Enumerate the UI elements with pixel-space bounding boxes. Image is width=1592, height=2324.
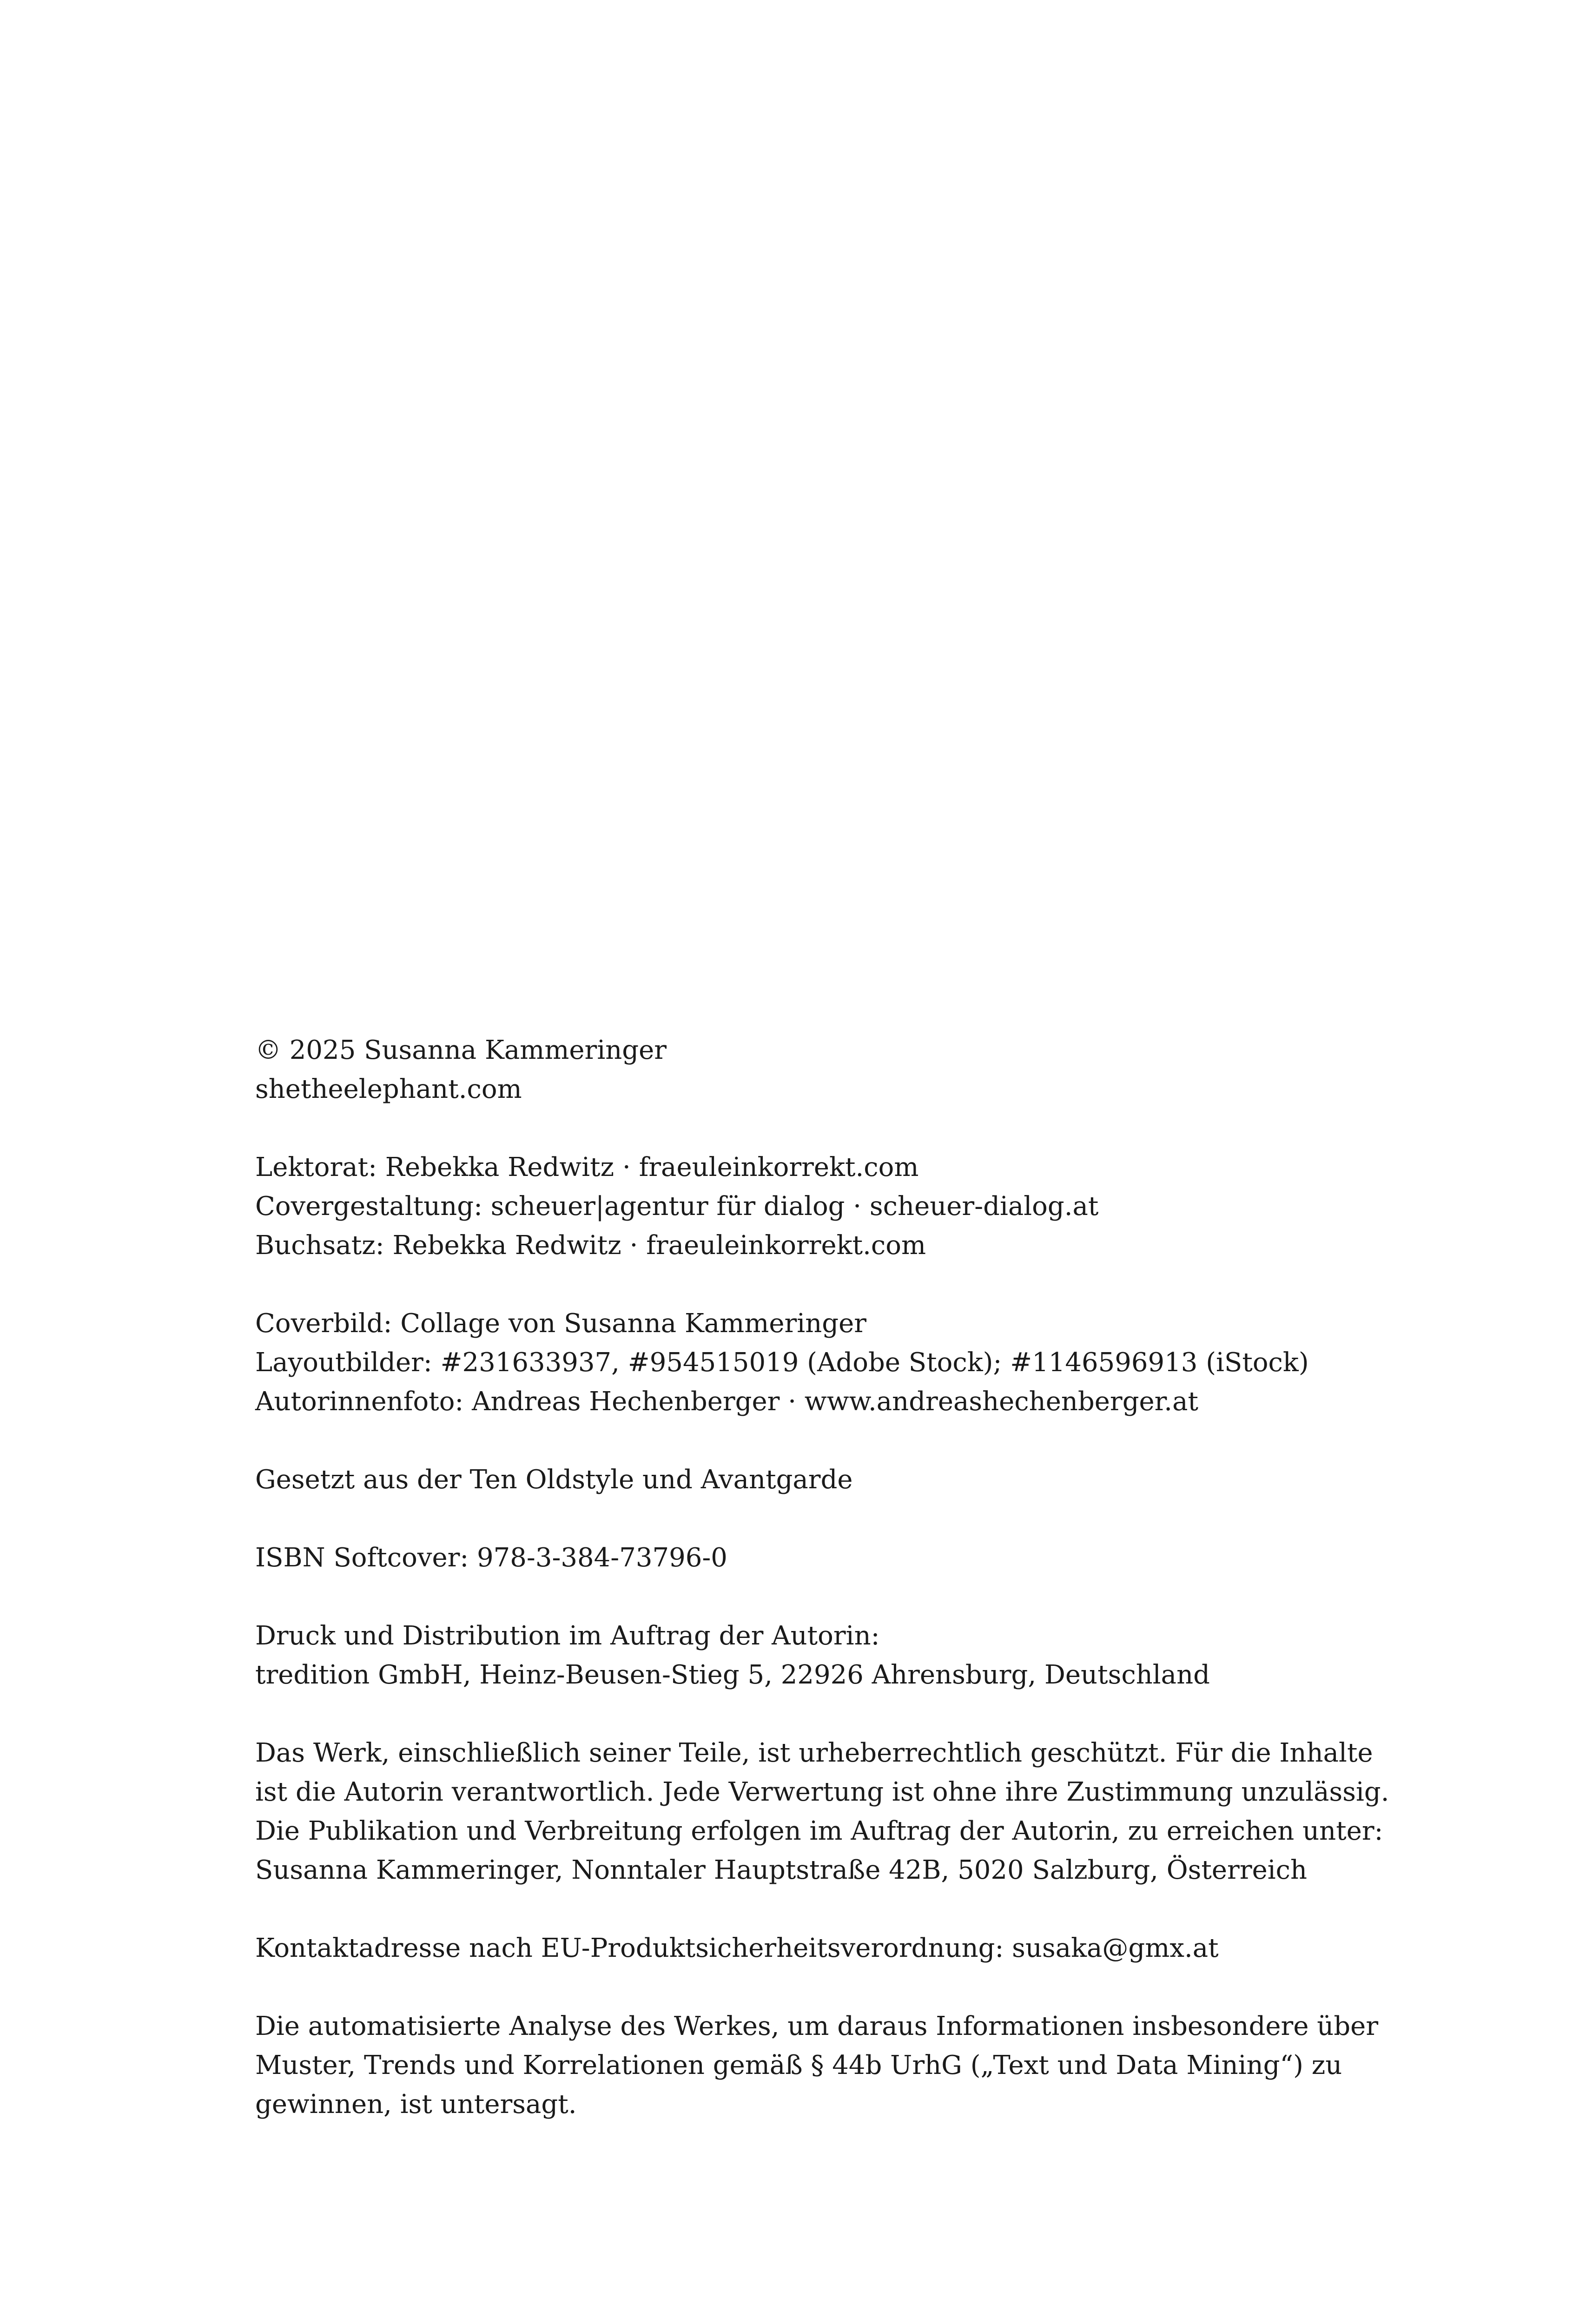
cover-design-credit: Covergestaltung: scheuer|agentur für dialog · scheuer-dialog.at (255, 1191, 1099, 1221)
rights-block (255, 1734, 1389, 1890)
imprint-page (255, 1031, 1389, 2163)
image-credits-block (255, 1304, 1352, 1421)
copyright-block (255, 1031, 1352, 1109)
typeface-block (255, 1460, 1352, 1499)
cover-image-credit: Coverbild: Collage von Susanna Kammeringer (255, 1308, 867, 1339)
print-block (255, 1617, 1352, 1695)
tdm-line: gewinnen, ist untersagt. (255, 2089, 577, 2119)
typeface-note: Gesetzt aus der Ten Oldstyle und Avantgarde (255, 1465, 853, 1495)
isbn-block (255, 1538, 1352, 1578)
print-heading: Druck und Distribution im Auftrag der Autorin: (255, 1621, 880, 1651)
typesetting-credit: Buchsatz: Rebekka Redwitz · fraeuleinkorrekt.com (255, 1230, 926, 1261)
tdm-line: Muster, Trends und Korrelationen gemäß § 44b UrhG („Text und Data Mining“) zu (255, 2050, 1342, 2080)
layout-images-credit: Layoutbilder: #231633937, #954515019 (Adobe Stock); #1146596913 (iStock) (255, 1347, 1309, 1378)
credits-block (255, 1148, 1352, 1265)
rights-line: ist die Autorin verantwortlich. Jede Verwertung ist ohne ihre Zustimmung unzulässig. (255, 1777, 1389, 1807)
author-website: shetheelephant.com (255, 1074, 522, 1104)
rights-line: Das Werk, einschließlich seiner Teile, ist urheberrechtlich geschützt. Für die Inhalte (255, 1738, 1373, 1768)
isbn-line: ISBN Softcover: 978-3-384-73796-0 (255, 1543, 727, 1573)
editing-credit: Lektorat: Rebekka Redwitz · fraeuleinkorrekt.com (255, 1152, 919, 1182)
printer-address: tredition GmbH, Heinz-Beusen-Stieg 5, 22926 Ahrensburg, Deutschland (255, 1660, 1210, 1690)
contact-block (255, 1929, 1352, 1968)
copyright-line: © 2025 Susanna Kammeringer (255, 1035, 667, 1065)
contact-line: Kontaktadresse nach EU-Produktsicherheitsverordnung: susaka@gmx.at (255, 1933, 1219, 1963)
author-photo-credit: Autorinnenfoto: Andreas Hechenberger · www.andreashechenberger.at (255, 1386, 1198, 1417)
tdm-line: Die automatisierte Analyse des Werkes, um daraus Informationen insbesondere über (255, 2011, 1379, 2041)
rights-line: Die Publikation und Verbreitung erfolgen im Auftrag der Autorin, zu erreichen unter: (255, 1816, 1383, 1846)
tdm-block (255, 2007, 1379, 2124)
rights-address: Susanna Kammeringer, Nonntaler Hauptstraße 42B, 5020 Salzburg, Österreich (255, 1855, 1308, 1885)
